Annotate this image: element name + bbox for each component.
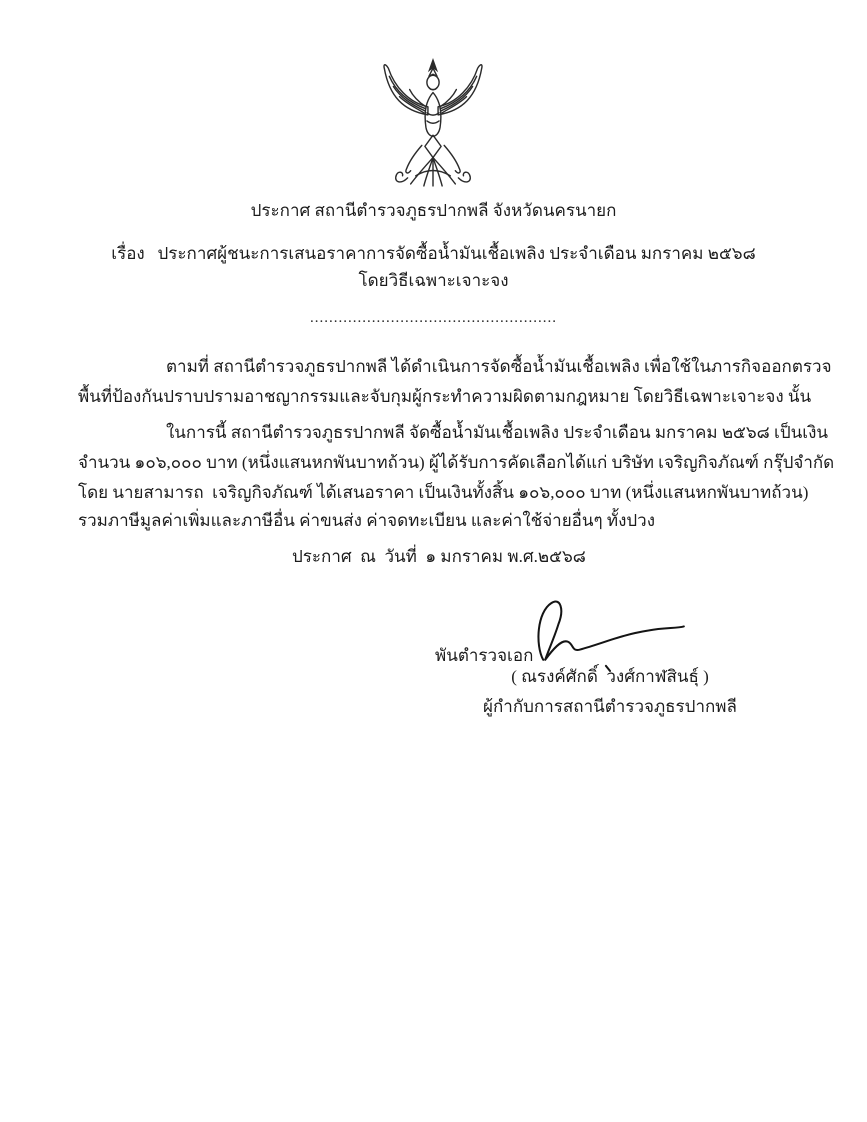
signer-rank: พันตำรวจเอก — [435, 646, 534, 665]
paragraph1-line1: ตามที่ สถานีตำรวจภูธรปากพลี ได้ดำเนินการจัดซื้อน้ำมันเชื้อเพลิง เพื่อใช้ในภารกิจออกตรวจ — [166, 357, 832, 376]
document-title: ประกาศ สถานีตำรวจภูธรปากพลี จังหวัดนครนายก — [250, 201, 617, 220]
announce-date-line: ประกาศ ณ วันที่ ๑ มกราคม พ.ศ.๒๕๖๘ — [292, 547, 586, 566]
paragraph2-line3: โดย นายสามารถ เจริญกิจภัณฑ์ ได้เสนอราคา เป็นเงินทั้งสิ้น ๑๐๖,๐๐๐ บาท (หนึ่งแสนหกพันบาทถ้วน) — [78, 483, 809, 502]
handwritten-signature — [527, 596, 699, 672]
garuda-emblem-icon — [377, 56, 489, 188]
paragraph2-line4: รวมภาษีมูลค่าเพิ่มและภาษีอื่น ค่าขนส่ง ค่าจดทะเบียน และค่าใช้จ่ายอื่นๆ ทั้งปวง — [78, 511, 656, 530]
signer-position: ผู้กำกับการสถานีตำรวจภูธรปากพลี — [483, 697, 737, 716]
signer-name: ( ณรงค์ศักดิ์ วงศ์กาฬสินธุ์ ) — [511, 667, 709, 686]
subject-line-1: เรื่อง ประกาศผู้ชนะการเสนอราคาการจัดซื้อน้ำมันเชื้อเพลิง ประจำเดือน มกราคม ๒๕๖๘ — [111, 244, 756, 263]
subject-line-2: โดยวิธีเฉพาะเจาะจง — [358, 271, 509, 290]
paragraph2-line1: ในการนี้ สถานีตำรวจภูธรปากพลี จัดซื้อน้ำมันเชื้อเพลิง ประจำเดือน มกราคม ๒๕๖๘ เป็นเงิน — [166, 423, 829, 442]
paragraph1-line2: พื้นที่ป้องกันปราบปรามอาชญากรรมและจับกุมผู้กระทำความผิดตามกฎหมาย โดยวิธีเฉพาะเจาะจง นั้น — [78, 387, 812, 406]
paragraph2-line2: จำนวน ๑๐๖,๐๐๐ บาท (หนึ่งแสนหกพันบาทถ้วน) ผู้ได้รับการคัดเลือกได้แก่ บริษัท เจริญกิจภัณฑ์ กรุ๊ปจำกัด — [78, 453, 835, 472]
dotted-divider: .................................................... — [310, 310, 557, 326]
